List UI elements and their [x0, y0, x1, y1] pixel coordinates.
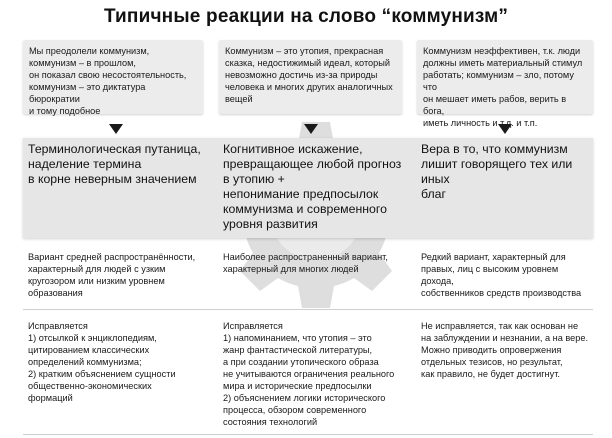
page-title: Типичные реакции на слово “коммунизм”: [103, 6, 509, 27]
statement-box-1: Мы преодолели коммунизм, коммунизм – в прошлом, он показал свою несостоятельность, коммунизм – это диктатура бюрократии и тому подобное: [23, 40, 203, 114]
cause-text-1: Терминологическая путаница, наделение термина в корне неверным значением: [28, 142, 201, 186]
arrow-down-icon: [304, 124, 318, 134]
cause-text-3: Вера в то, что коммунизм лишит говорящего тех или иных благ: [421, 142, 573, 201]
correction-text-2: Исправляется 1) напоминанием, что утопия – это жанр фантастической литературы, а при создании утопического образа не учитываются ограничения реального мира и исторические предпосылки 2) объяснением логики исторического процесса, обзором современного состояния технологий: [223, 321, 395, 427]
row-divider: [23, 434, 593, 435]
cause-text-2: Когнитивное искажение, превращающее любой прогноз в утопию + непонимание предпосылок коммунизма и современного уровня развития: [223, 142, 402, 231]
statement-box-2: Коммунизм – это утопия, прекрасная сказка, недостижимый идеал, который невозможно достичь из-за природы человека и многих других аналогичных вещей: [219, 40, 402, 114]
prevalence-text-2: Наиболее распространенный вариант, характерный для многих людей: [223, 252, 388, 274]
row-divider: [23, 309, 593, 310]
correction-text-1: Исправляется 1) отсылкой к энциклопедиям, цитированием классических определений коммунизма; 2) кратким объяснением сущности общественно-экономических формаций: [28, 321, 176, 403]
arrow-down-icon: [109, 124, 123, 134]
correction-text-3: Не исправляется, так как основан не на заблуждении и незнании, а на вере. Можно приводить опровержения отдельных тезисов, но результат, как правило, не будет достигнут.: [421, 321, 589, 379]
statement-box-3: Коммунизм неэффективен, т.к. люди должны иметь материальный стимул работать; коммунизм – зло, потому что он мешает иметь рабов, верить в бога, иметь личность и т.д. и т.п.: [417, 40, 593, 114]
arrow-down-icon: [498, 124, 512, 134]
prevalence-text-1: Вариант средней распространённости, характерный для людей с узким кругозором или низким уровнем образования: [28, 252, 196, 298]
prevalence-text-3: Редкий вариант, характерный для правых, лиц с высоким уровнем дохода, собственников средств производства: [421, 252, 582, 298]
